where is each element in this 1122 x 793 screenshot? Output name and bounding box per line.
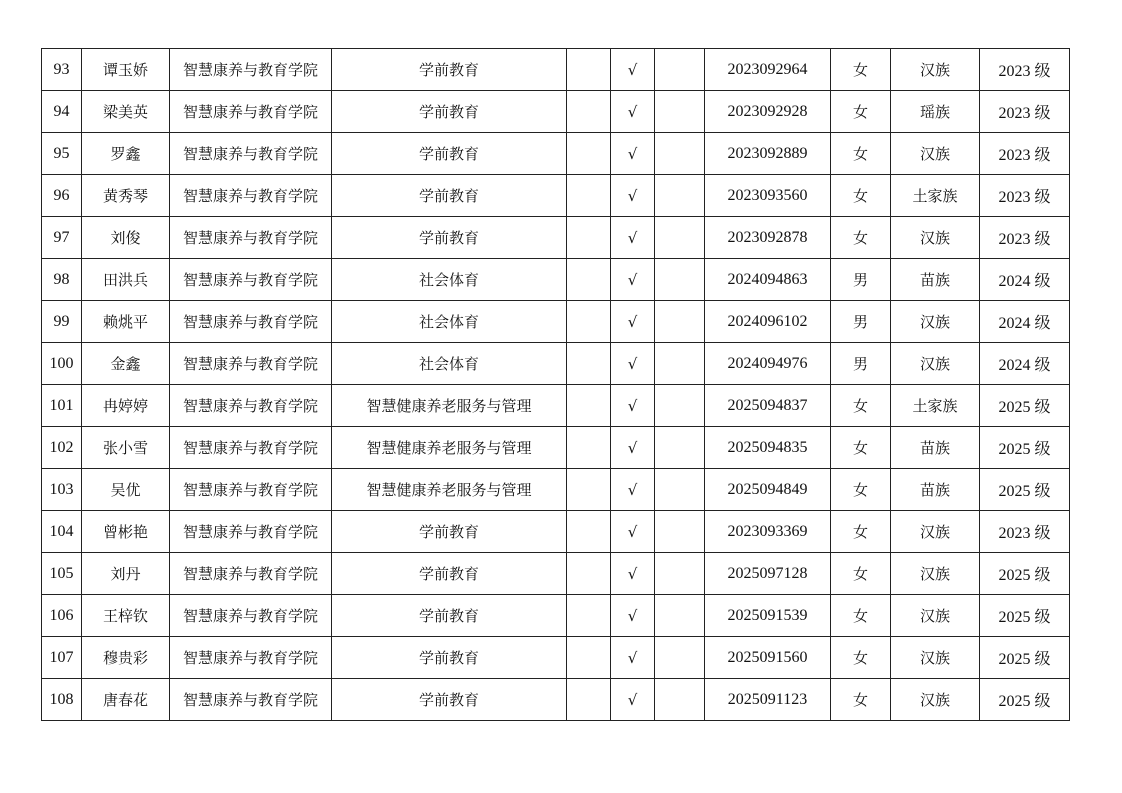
check-mark-cell: √ (611, 259, 655, 301)
row-number-cell: 108 (42, 679, 82, 721)
table-row (42, 679, 1070, 721)
table-row (42, 595, 1070, 637)
student-id-cell: 2023092878 (705, 217, 831, 259)
check-mark-cell: √ (611, 385, 655, 427)
check-mark-cell: √ (611, 637, 655, 679)
student-id-cell: 2023092889 (705, 133, 831, 175)
student-id-cell: 2023093560 (705, 175, 831, 217)
empty-cell (567, 259, 611, 301)
ethnicity-cell: 土家族 (891, 175, 980, 217)
empty-cell (655, 49, 705, 91)
major-cell: 学前教育 (332, 175, 567, 217)
student-list-table (41, 48, 1070, 721)
major-cell: 社会体育 (332, 343, 567, 385)
grade-cell: 2025 级 (980, 469, 1070, 511)
student-id-cell: 2023092964 (705, 49, 831, 91)
empty-cell (567, 91, 611, 133)
student-name-cell: 罗鑫 (82, 133, 170, 175)
check-mark-cell: √ (611, 91, 655, 133)
grade-cell: 2023 级 (980, 91, 1070, 133)
empty-cell (567, 469, 611, 511)
student-id-cell: 2024096102 (705, 301, 831, 343)
major-cell: 智慧健康养老服务与管理 (332, 469, 567, 511)
major-cell: 社会体育 (332, 301, 567, 343)
empty-cell (655, 91, 705, 133)
row-number-cell: 101 (42, 385, 82, 427)
gender-cell: 女 (831, 133, 891, 175)
student-id-cell: 2025091123 (705, 679, 831, 721)
grade-cell: 2025 级 (980, 595, 1070, 637)
check-mark-cell: √ (611, 679, 655, 721)
row-number-cell: 104 (42, 511, 82, 553)
check-mark-cell: √ (611, 427, 655, 469)
major-cell: 学前教育 (332, 133, 567, 175)
major-cell: 学前教育 (332, 595, 567, 637)
gender-cell: 女 (831, 427, 891, 469)
check-mark-cell: √ (611, 553, 655, 595)
college-cell: 智慧康养与教育学院 (170, 595, 332, 637)
empty-cell (567, 511, 611, 553)
empty-cell (655, 511, 705, 553)
college-cell: 智慧康养与教育学院 (170, 259, 332, 301)
ethnicity-cell: 汉族 (891, 343, 980, 385)
student-id-cell: 2023093369 (705, 511, 831, 553)
grade-cell: 2025 级 (980, 385, 1070, 427)
table-row (42, 469, 1070, 511)
check-mark-cell: √ (611, 49, 655, 91)
student-id-cell: 2025094849 (705, 469, 831, 511)
college-cell: 智慧康养与教育学院 (170, 301, 332, 343)
empty-cell (655, 343, 705, 385)
empty-cell (567, 679, 611, 721)
major-cell: 学前教育 (332, 679, 567, 721)
college-cell: 智慧康养与教育学院 (170, 679, 332, 721)
gender-cell: 女 (831, 91, 891, 133)
empty-cell (567, 385, 611, 427)
college-cell: 智慧康养与教育学院 (170, 91, 332, 133)
grade-cell: 2023 级 (980, 175, 1070, 217)
empty-cell (567, 637, 611, 679)
grade-cell: 2023 级 (980, 511, 1070, 553)
student-name-cell: 冉婷婷 (82, 385, 170, 427)
empty-cell (567, 133, 611, 175)
gender-cell: 女 (831, 637, 891, 679)
gender-cell: 女 (831, 49, 891, 91)
table-row (42, 343, 1070, 385)
table-row (42, 133, 1070, 175)
row-number-cell: 98 (42, 259, 82, 301)
table-row (42, 217, 1070, 259)
ethnicity-cell: 汉族 (891, 553, 980, 595)
grade-cell: 2023 级 (980, 217, 1070, 259)
college-cell: 智慧康养与教育学院 (170, 469, 332, 511)
table-row (42, 49, 1070, 91)
college-cell: 智慧康养与教育学院 (170, 385, 332, 427)
empty-cell (567, 553, 611, 595)
table-row (42, 301, 1070, 343)
student-name-cell: 张小雪 (82, 427, 170, 469)
row-number-cell: 94 (42, 91, 82, 133)
check-mark-cell: √ (611, 511, 655, 553)
ethnicity-cell: 汉族 (891, 637, 980, 679)
ethnicity-cell: 汉族 (891, 301, 980, 343)
empty-cell (567, 427, 611, 469)
table-row (42, 427, 1070, 469)
grade-cell: 2024 级 (980, 259, 1070, 301)
row-number-cell: 105 (42, 553, 82, 595)
grade-cell: 2025 级 (980, 553, 1070, 595)
empty-cell (655, 595, 705, 637)
check-mark-cell: √ (611, 343, 655, 385)
table-body (42, 49, 1070, 721)
empty-cell (655, 637, 705, 679)
ethnicity-cell: 瑶族 (891, 91, 980, 133)
major-cell: 学前教育 (332, 217, 567, 259)
empty-cell (655, 133, 705, 175)
college-cell: 智慧康养与教育学院 (170, 217, 332, 259)
ethnicity-cell: 苗族 (891, 469, 980, 511)
gender-cell: 女 (831, 217, 891, 259)
row-number-cell: 100 (42, 343, 82, 385)
student-name-cell: 王梓钦 (82, 595, 170, 637)
student-id-cell: 2024094863 (705, 259, 831, 301)
check-mark-cell: √ (611, 469, 655, 511)
major-cell: 学前教育 (332, 553, 567, 595)
college-cell: 智慧康养与教育学院 (170, 427, 332, 469)
student-id-cell: 2025094837 (705, 385, 831, 427)
table-row (42, 637, 1070, 679)
student-id-cell: 2024094976 (705, 343, 831, 385)
gender-cell: 女 (831, 511, 891, 553)
student-name-cell: 吴优 (82, 469, 170, 511)
major-cell: 智慧健康养老服务与管理 (332, 385, 567, 427)
empty-cell (567, 301, 611, 343)
major-cell: 智慧健康养老服务与管理 (332, 427, 567, 469)
student-name-cell: 唐春花 (82, 679, 170, 721)
empty-cell (655, 469, 705, 511)
college-cell: 智慧康养与教育学院 (170, 637, 332, 679)
ethnicity-cell: 汉族 (891, 49, 980, 91)
row-number-cell: 99 (42, 301, 82, 343)
row-number-cell: 93 (42, 49, 82, 91)
grade-cell: 2023 级 (980, 49, 1070, 91)
ethnicity-cell: 汉族 (891, 679, 980, 721)
college-cell: 智慧康养与教育学院 (170, 511, 332, 553)
empty-cell (567, 217, 611, 259)
grade-cell: 2024 级 (980, 343, 1070, 385)
gender-cell: 女 (831, 469, 891, 511)
empty-cell (655, 217, 705, 259)
empty-cell (567, 343, 611, 385)
empty-cell (655, 175, 705, 217)
ethnicity-cell: 汉族 (891, 595, 980, 637)
student-name-cell: 金鑫 (82, 343, 170, 385)
empty-cell (655, 553, 705, 595)
row-number-cell: 95 (42, 133, 82, 175)
empty-cell (655, 385, 705, 427)
major-cell: 学前教育 (332, 49, 567, 91)
empty-cell (567, 175, 611, 217)
major-cell: 社会体育 (332, 259, 567, 301)
empty-cell (655, 259, 705, 301)
student-name-cell: 谭玉娇 (82, 49, 170, 91)
gender-cell: 男 (831, 259, 891, 301)
student-name-cell: 刘丹 (82, 553, 170, 595)
table-row (42, 553, 1070, 595)
row-number-cell: 107 (42, 637, 82, 679)
grade-cell: 2023 级 (980, 133, 1070, 175)
college-cell: 智慧康养与教育学院 (170, 175, 332, 217)
college-cell: 智慧康养与教育学院 (170, 49, 332, 91)
gender-cell: 女 (831, 385, 891, 427)
grade-cell: 2025 级 (980, 427, 1070, 469)
row-number-cell: 102 (42, 427, 82, 469)
grade-cell: 2025 级 (980, 679, 1070, 721)
check-mark-cell: √ (611, 133, 655, 175)
ethnicity-cell: 苗族 (891, 427, 980, 469)
ethnicity-cell: 汉族 (891, 133, 980, 175)
check-mark-cell: √ (611, 217, 655, 259)
student-name-cell: 梁美英 (82, 91, 170, 133)
ethnicity-cell: 汉族 (891, 217, 980, 259)
student-name-cell: 曾彬艳 (82, 511, 170, 553)
college-cell: 智慧康养与教育学院 (170, 343, 332, 385)
college-cell: 智慧康养与教育学院 (170, 553, 332, 595)
student-id-cell: 2025097128 (705, 553, 831, 595)
row-number-cell: 103 (42, 469, 82, 511)
table-row (42, 385, 1070, 427)
ethnicity-cell: 苗族 (891, 259, 980, 301)
student-name-cell: 赖烑平 (82, 301, 170, 343)
major-cell: 学前教育 (332, 91, 567, 133)
gender-cell: 女 (831, 679, 891, 721)
major-cell: 学前教育 (332, 637, 567, 679)
gender-cell: 男 (831, 343, 891, 385)
student-id-cell: 2025091560 (705, 637, 831, 679)
gender-cell: 男 (831, 301, 891, 343)
student-name-cell: 田洪兵 (82, 259, 170, 301)
check-mark-cell: √ (611, 595, 655, 637)
table-row (42, 175, 1070, 217)
empty-cell (567, 49, 611, 91)
check-mark-cell: √ (611, 301, 655, 343)
ethnicity-cell: 土家族 (891, 385, 980, 427)
row-number-cell: 96 (42, 175, 82, 217)
empty-cell (655, 679, 705, 721)
check-mark-cell: √ (611, 175, 655, 217)
table-row (42, 259, 1070, 301)
table-row (42, 511, 1070, 553)
empty-cell (655, 301, 705, 343)
student-name-cell: 刘俊 (82, 217, 170, 259)
grade-cell: 2024 级 (980, 301, 1070, 343)
empty-cell (567, 595, 611, 637)
student-name-cell: 黄秀琴 (82, 175, 170, 217)
major-cell: 学前教育 (332, 511, 567, 553)
grade-cell: 2025 级 (980, 637, 1070, 679)
student-id-cell: 2023092928 (705, 91, 831, 133)
student-id-cell: 2025091539 (705, 595, 831, 637)
student-id-cell: 2025094835 (705, 427, 831, 469)
student-name-cell: 穆贵彩 (82, 637, 170, 679)
row-number-cell: 106 (42, 595, 82, 637)
empty-cell (655, 427, 705, 469)
table-row (42, 91, 1070, 133)
college-cell: 智慧康养与教育学院 (170, 133, 332, 175)
gender-cell: 女 (831, 175, 891, 217)
gender-cell: 女 (831, 553, 891, 595)
row-number-cell: 97 (42, 217, 82, 259)
gender-cell: 女 (831, 595, 891, 637)
ethnicity-cell: 汉族 (891, 511, 980, 553)
